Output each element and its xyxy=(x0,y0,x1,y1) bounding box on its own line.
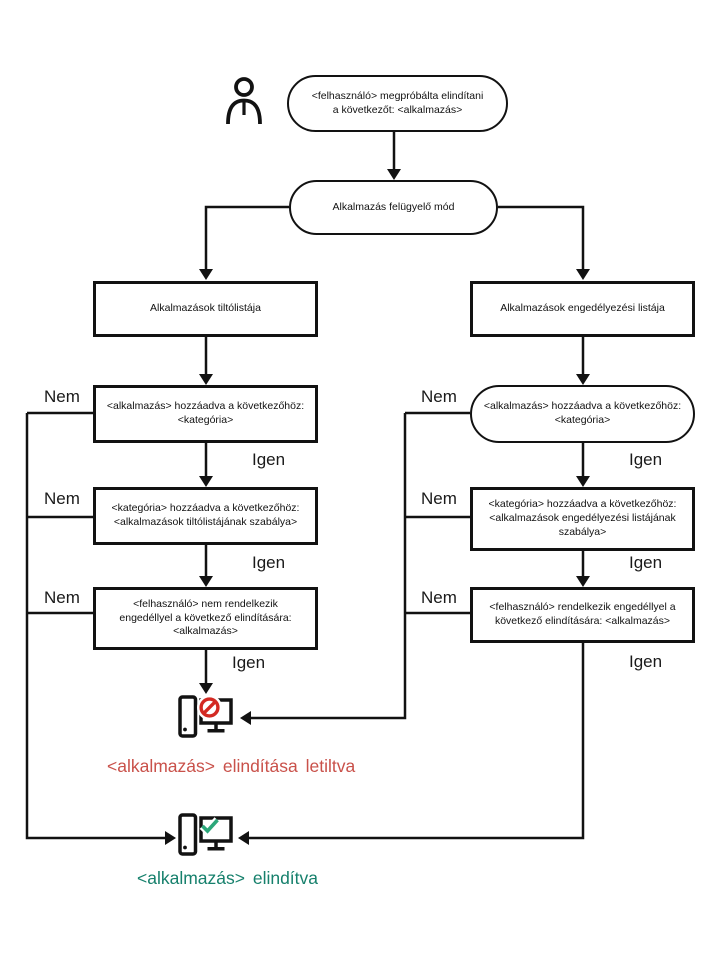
edge-label-no: Nem xyxy=(44,387,80,406)
allow-permission-node xyxy=(470,587,695,643)
node-text-line: Alkalmazások engedélyezési listája xyxy=(500,302,665,315)
user-icon xyxy=(223,76,265,126)
edge-right-igen-1 xyxy=(576,443,590,487)
edge-label-no: Nem xyxy=(421,588,457,607)
allow-app-category-node xyxy=(470,385,695,443)
edge-allowlist-down xyxy=(576,337,590,385)
edge-right-igen-3-to-allowed xyxy=(238,643,583,845)
allow-category-rule-node xyxy=(470,487,695,551)
mode-node xyxy=(289,180,498,235)
deny-no-permission-node xyxy=(93,587,318,650)
node-text-line: <alkalmazás> hozzáadva a következőhöz: xyxy=(106,400,305,413)
deny-category-rule-node xyxy=(93,487,318,545)
node-text-line: <alkalmazás> xyxy=(173,625,238,638)
node-text-line: Alkalmazások tiltólistája xyxy=(150,302,261,315)
blocked-outcome-text: <alkalmazás> elindítása letiltva xyxy=(107,756,356,776)
edge-left-igen-2 xyxy=(199,545,213,587)
edge-label-no: Nem xyxy=(44,588,80,607)
edge-label-no: Nem xyxy=(421,387,457,406)
edge-label-yes: Igen xyxy=(629,450,663,469)
node-text-line: <felhasználó> megpróbálta elindítani xyxy=(311,89,484,102)
edge-right-igen-2 xyxy=(576,551,590,587)
edge-left-igen-3-to-blocked xyxy=(199,650,213,694)
node-text-line: Alkalmazás felügyelő mód xyxy=(332,200,455,213)
node-text-line: <alkalmazások engedélyezési listájának xyxy=(489,512,676,525)
edge-label-no: Nem xyxy=(44,489,80,508)
start-node xyxy=(287,75,508,132)
edge-left-igen-1 xyxy=(199,443,213,487)
edge-label-yes: Igen xyxy=(252,450,286,469)
node-text-line: <kategória> hozzáadva a következőhöz: xyxy=(488,498,677,511)
edge-label-yes: Igen xyxy=(629,553,663,572)
node-text-line: <kategória> xyxy=(554,414,611,426)
allowlist-node xyxy=(470,281,695,337)
computer-blocked-icon xyxy=(178,695,234,743)
node-text-line: <kategória> xyxy=(177,414,234,426)
node-text-line: a következőt: <alkalmazás> xyxy=(332,103,463,116)
node-text-line: következő elindítására: <alkalmazás> xyxy=(494,615,671,627)
edge-mode-to-allowlist xyxy=(498,207,590,280)
deny-app-category-node xyxy=(93,385,318,443)
node-text-line: <felhasználó> nem rendelkezik xyxy=(133,597,278,610)
node-text-line: engedéllyel a következő elindítására: xyxy=(119,611,292,624)
node-text-line: <kategória> hozzáadva a következőhöz: xyxy=(111,502,300,515)
node-text-line: <felhasználó> rendelkezik engedéllyel a xyxy=(489,601,676,614)
node-text-line: szabálya> xyxy=(558,525,607,538)
edge-label-yes: Igen xyxy=(232,653,266,672)
allowed-outcome-text: <alkalmazás> elindítva xyxy=(137,868,319,888)
edge-label-yes: Igen xyxy=(252,553,286,572)
denylist-node xyxy=(93,281,318,337)
edge-label-yes: Igen xyxy=(629,652,663,671)
computer-allowed-icon xyxy=(178,813,234,861)
edge-start-to-mode xyxy=(387,132,401,180)
edge-mode-to-denylist xyxy=(199,207,289,280)
edge-label-no: Nem xyxy=(421,489,457,508)
edge-denylist-down xyxy=(199,337,213,385)
node-text-line: <alkalmazás> hozzáadva a következőhöz: xyxy=(483,400,682,413)
node-text-line: <alkalmazások tiltólistájának szabálya> xyxy=(113,516,298,528)
